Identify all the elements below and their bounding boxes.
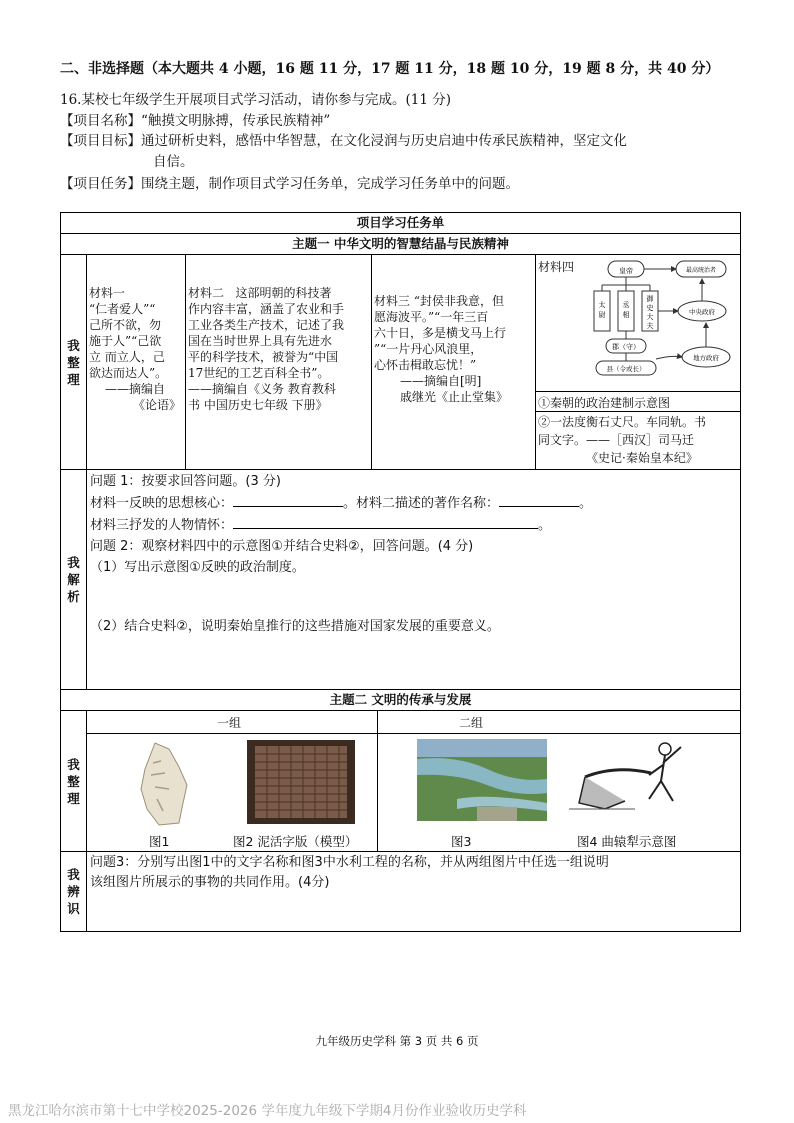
question-3-line-1: 问题3：分别写出图1中的文字名称和图3中水利工程的名称，并从两组图片中任选一组说明 <box>90 855 609 870</box>
diagram-taiwei-1: 太 <box>598 301 606 309</box>
diagram-taiwei-2: 尉 <box>598 311 606 319</box>
question-2-part-1: （1）写出示意图①反映的政治制度。 <box>90 560 305 575</box>
diagram-emperor: 皇帝 <box>619 267 633 275</box>
group-1-label: 一组 <box>217 716 242 730</box>
material-4-label: 材料四 <box>538 260 575 274</box>
analysis-questions <box>87 470 741 690</box>
dujiangyan-image <box>417 739 547 821</box>
question-3-cell <box>87 852 741 932</box>
material-1: 材料一 “仁者爱人”“ 己所不欲，勿 施于人”“己欲 立 而立人，己 欲达而达人”。 ——摘编自 《论语》 <box>87 255 186 470</box>
theme-2-title: 主题二 文明的传承与发展 <box>61 690 741 711</box>
oracle-bone-image <box>135 739 197 829</box>
question-16-intro: 16.某校七年级学生开展项目式学习活动，请你参与完成。(11 分) <box>60 92 451 108</box>
diagram-yushi-1: 御 <box>646 295 654 303</box>
section-heading: 二、非选择题（本大题共 4 小题，16 题 11 分，17 题 11 分，18 题 10 分，19 题 8 分，共 40 分） <box>60 61 720 77</box>
task-sheet-title: 项目学习任务单 <box>61 213 741 234</box>
material-4 <box>536 255 741 470</box>
side-label-analyze: 我 解 析 <box>61 470 87 690</box>
fig-3-caption: 图3 <box>451 834 472 849</box>
question-2-part-2: （2）结合史料②，说明秦始皇推行的这些措施对国家发展的重要意义。 <box>90 619 500 634</box>
side-label-organize-2: 我 整 理 <box>61 711 87 852</box>
group-2-label: 二组 <box>459 716 484 730</box>
diagram-chengxiang-2: 相 <box>622 311 630 319</box>
project-goal-cont: 自信。 <box>153 154 194 170</box>
diagram-yushi-4: 夫 <box>646 322 654 330</box>
watermark: 黑龙江哈尔滨市第十七中学校2025-2026 学年度九年级下学期4月份作业验收历史学科 <box>8 1103 527 1119</box>
project-name: 【项目名称】“触摸文明脉搏，传承民族精神” <box>60 113 331 129</box>
question-3-line-2: 该组图片所展示的事物的共同作用。(4分) <box>90 875 330 890</box>
material-2: 材料二 这部明朝的科技著 作内容丰富，涵盖了农业和手 工业各类生产技术，记述了我 国在当时世界上具有先进水 平的科学技术，被誉为“中国 17世纪的工艺百科全书”。 ——摘编自《义务 教育教科 书 中国历史七年级 下册》 <box>186 255 372 470</box>
task-sheet-table <box>60 212 741 932</box>
diagram-yushi-3: 大 <box>646 313 654 321</box>
fig-4-caption: 图4 曲辕犁示意图 <box>577 834 677 849</box>
question-1: 问题 1：按要求回答问题。(3 分) <box>90 474 281 489</box>
movable-type-image <box>247 740 355 824</box>
side-label-organize: 我 整 理 <box>61 255 87 470</box>
fig-2-caption: 图2 泥活字版（模型） <box>233 834 358 849</box>
diagram-jun: 郡（守） <box>612 343 640 351</box>
quyuan-plough-image <box>565 737 699 827</box>
project-task: 【项目任务】围绕主题，制作项目式学习任务单，完成学习任务单中的问题。 <box>60 176 519 192</box>
diagram-yushi-2: 史 <box>646 304 654 312</box>
diagram-top-ruler: 最高统治者 <box>685 267 717 274</box>
diagram-central: 中央政府 <box>689 308 715 316</box>
question-2: 问题 2：观察材料四中的示意图①并结合史料②，回答问题。(4 分) <box>90 539 474 554</box>
question-1-blanks-b: 材料三抒发的人物情怀： 。 <box>90 514 740 536</box>
diagram-xian: 县（令或长） <box>606 365 646 373</box>
theme-1-title: 主题一 中华文明的智慧结晶与民族精神 <box>61 234 741 255</box>
material-3: 材料三 “封侯非我意，但 愿海波平。”“一年三百 六十日，多是横戈马上行 ”“一片丹心风浪里， 心怀击楫敢忘忧！” ——摘编自[明] 戚继光《止止堂集》 <box>372 255 536 470</box>
page-footer: 九年级历史学科 第 3 页 共 6 页 <box>315 1034 479 1048</box>
diagram-chengxiang-1: 丞 <box>622 301 630 309</box>
fig-1-caption: 图1 <box>149 834 170 849</box>
side-label-identify: 我 辨 识 <box>61 852 87 932</box>
question-1-blanks-a: 材料一反映的思想核心： 。材料二描述的著作名称： 。 <box>90 492 740 514</box>
qin-political-system-diagram <box>588 259 738 387</box>
project-goal: 【项目目标】通过研析史料，感悟中华智慧，在文化浸润与历史启迪中传承民族精神，坚定文化 <box>60 133 627 149</box>
answer-blank-2[interactable] <box>499 492 579 507</box>
answer-blank-1[interactable] <box>233 492 343 507</box>
diagram-local: 地方政府 <box>693 354 719 362</box>
material-4-text-2: ②一法度衡石丈尺。车同轨。书 同文字。——［西汉］司马迁 《史记·秦始皇本纪》 <box>538 415 707 465</box>
figures-area <box>87 711 741 852</box>
answer-blank-3[interactable] <box>233 514 538 529</box>
material-4-caption-1: ①秦朝的政治建制示意图 <box>538 396 671 410</box>
